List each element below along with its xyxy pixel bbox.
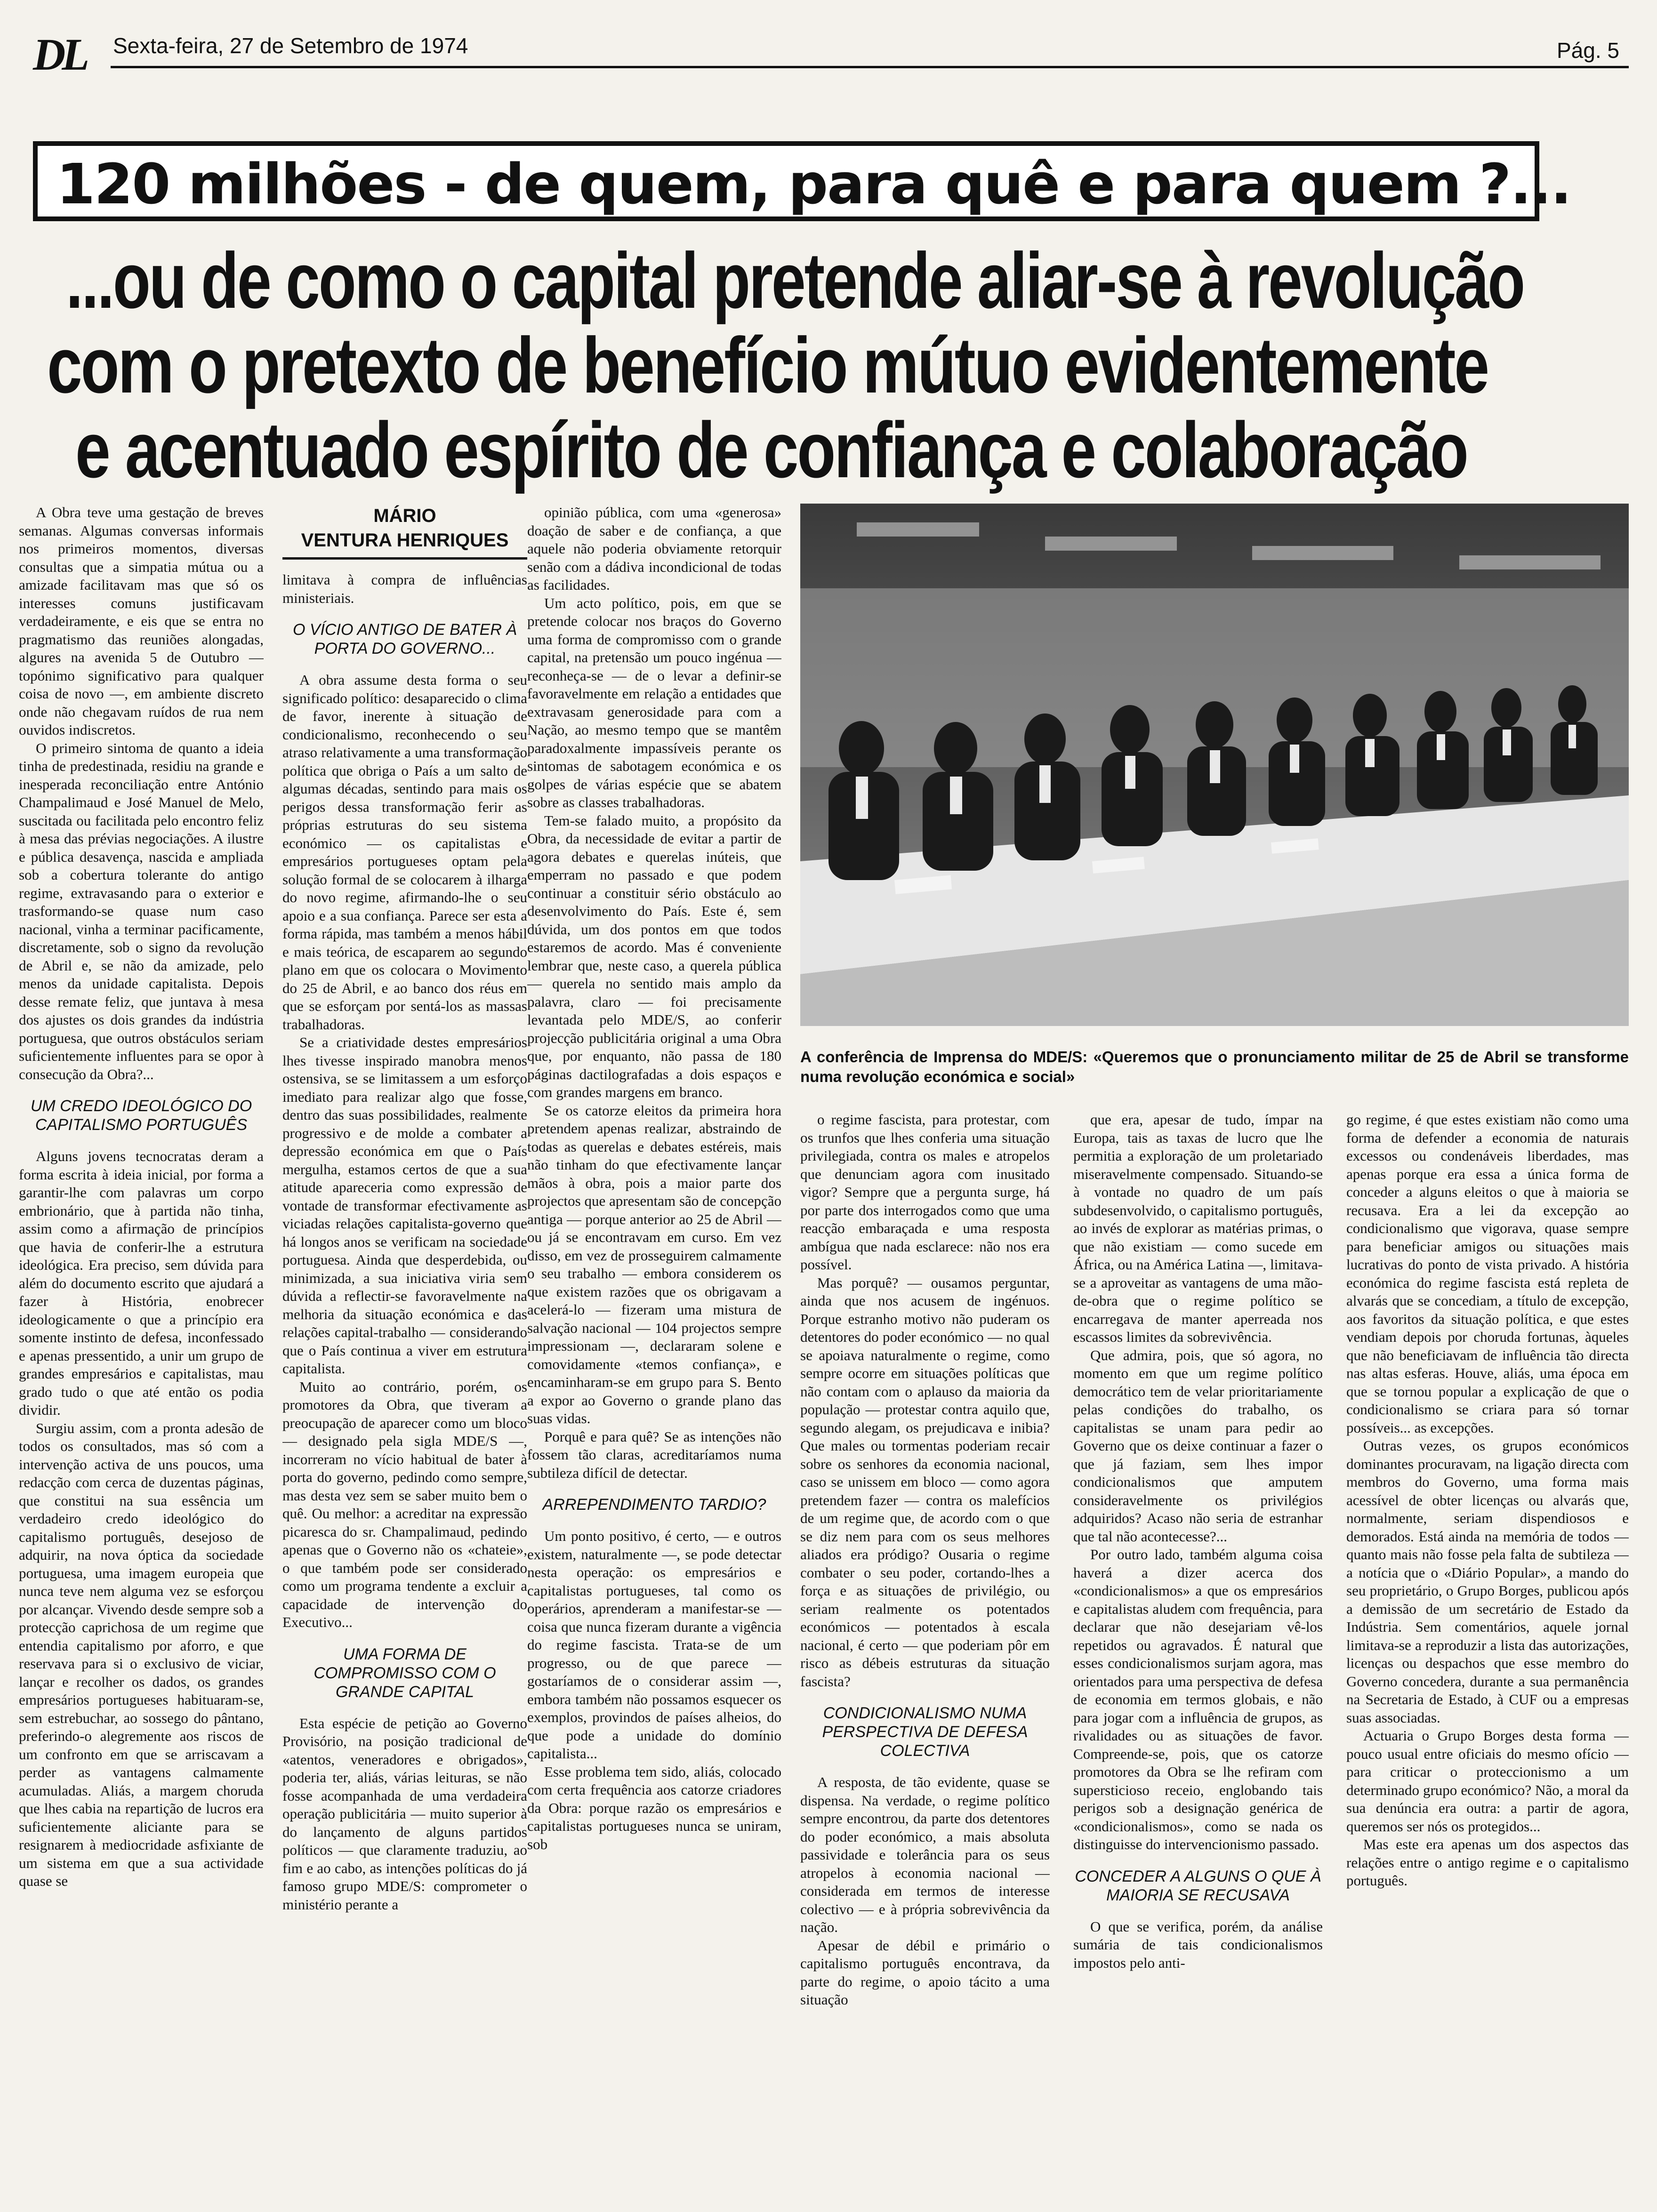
author-first-name: MÁRIO (373, 505, 436, 526)
page-number: Pág. 5 (1557, 38, 1619, 63)
section-heading: ARREPENDIMENTO TARDIO? (542, 1496, 766, 1514)
section-heading: UMA FORMA DE COMPROMISSO COM O GRANDE CAPITAL (314, 1645, 496, 1701)
author-last-name: VENTURA HENRIQUES (301, 530, 509, 551)
paragraph: Esse problema tem sido, aliás, colocado com certa frequência aos catorze criadores da Obra: porque razão os empresários e capitalistas portugueses nunca se uniram, sob (527, 1763, 781, 1852)
section-heading: O VÍCIO ANTIGO DE BATER À PORTA DO GOVERNO... (292, 621, 517, 657)
subheadline-line-2: com o pretexto de benefício mútuo evidentemente (47, 321, 1488, 409)
paragraph: Muito ao contrário, porém, os promotores da Obra, que tiveram a preocupação de aparecer como um bloco — designado pela sigla MDE/S —, incorreram no vício habitual de bater à porta do governo, pedindo como sempre, mas desta vez sem se saber muito bem o quê. Ou melhor: a acreditar na expressão picaresca do sr. Champalimaud, pedindo apenas que o Governo não os «chateie», o que também pode ser considerado como um programa tendente a excluir a capacidade de intervenção do Executivo... (282, 1378, 527, 1630)
paragraph: opinião pública, com uma «generosa» doação de saber e de confiança, a que aquele não poderia obviamente retorquir senão com a dádiva incondicional de todas as facilidades. (527, 504, 781, 593)
paragraph: Actuaria o Grupo Borges desta forma — pouco usual entre oficiais do mesmo ofício — para criticar o proteccionismo a um determinado grupo económico? Não, a moral da sua denúncia era outra: a partir de agora, queremos ser nós os protegidos... (1346, 1727, 1629, 1835)
press-conference-photo (800, 504, 1629, 1026)
paragraph: Surgiu assim, com a pronta adesão de todos os consultados, mas só com a intervenção activa de uns poucos, uma redacção com cerca de duzentas páginas, que constitui na sua essência um verdadeiro credo ideológico do capitalismo português, desejoso de adquirir, na nova óptica da sociedade portuguesa, uma imagem europeia que nunca teve nem alguma vez se esforçou por alcançar. Vivendo desde sempre sob a protecção caprichosa de um regime que entendia capitalismo por aforro, e que reservava para si o exclusivo de viciar, lançar e recolher os dados, os grandes empresários portugueses habituaram-se, sem estrebuchar, ao sossego do pântano, preferindo-o alegremente aos riscos de um confronto em que se arriscavam a perder as vantagens calmamente acumuladas. Aliás, a margem choruda que lhes cabia na repartição de lucros era suficientemente aliciante para se resignarem à mediocridade asfixiante de um sistema em que a sua actividade quase se (19, 1419, 264, 1889)
paragraph: go regime, é que estes existiam não como uma forma de defender a economia de naturais excessos ou condenáveis liberdades, mas apenas porque era essa a única forma de conceder a alguns eleitos o que à maioria se recusava. Era a lei da excepção ao condicionalismo que vigorava, quase sempre para beneficiar amigos ou situações mais lucrativas do ponto de vista privado. A história económica do regime fascista está repleta de alvarás que se concediam, a título de excepção, aos favoritos da situação política, e que estes vendiam depois por choruda fortunas, àqueles que não beneficiavam de influência tão directa nas altas esferas. Houve, aliás, uma época em que se tornou popular a explicação de que o condicionalismo se criara para só tornar possíveis... as excepções. (1346, 1111, 1629, 1436)
photo-caption: A conferência de Imprensa do MDE/S: «Queremos que o pronunciamento militar de 25 de Abril se transforme numa revolução económica e social» (800, 1048, 1629, 1085)
byline (282, 504, 527, 560)
paragraph: Mas porquê? — ousamos perguntar, ainda que nos acusem de ingénuos. Porque estranho motivo não puderam os detentores do poder económico — no qual se apoiava naturalmente o regime, como sempre ocorre em situações políticas que não contam com o aplauso da maioria da população — protestar contra aquilo que, segundo alegam, os prejudicava e inibia? Que males ou tormentas poderiam recair sobre os senhores da economia nacional, caso se unissem em bloco — como agora pretendem fazer — contra os malefícios de um regime que, de acordo com o que se diz nem para com os seus melhores aliados era pródigo? Ousaria o regime combater o seu poder, cortando-lhes a força e as situações de privilégio, ou seriam realmente os potentados económicos — potentados à escala nacional, é certo — que poderiam pôr em risco as débeis estruturas da situação fascista? (800, 1274, 1050, 1690)
subheadline-line-3: e acentuado espírito de confiança e colaboração (75, 406, 1467, 494)
paragraph: O primeiro sintoma de quanto a ideia tinha de predestinada, residiu na grande e inesperada reconciliação entre António Champalimaud e José Manuel de Melo, suscitada ou facilitada pelo encontro feliz à mesa das prévias negociações. A ilustre e pública desavença, nascida e ampliada sob a cobertura tolerante do antigo regime, extravasando para o exterior e trasformando-se quase num caso nacional, vinha a terminar pacificamente, discretamente, sob o signo da revolução de Abril e, se não da amizade, pelo menos da unidade capitalista. Depois desse remate feliz, que juntava à mesa dos ajustes os dois grandes da indústria portuguesa, que outros obstáculos seriam suficientemente influentes para se opor à consecução da Obra?... (19, 739, 264, 1082)
article-column-4 (800, 1111, 1050, 2203)
paragraph: Alguns jovens tecnocratas deram a forma escrita à ideia inicial, por forma a garantir-lhe com palavras um corpo embrionário, que à partida não tinha, assim como a afirmação de princípios que havia de conferir-lhe a estrutura ideológica. Era preciso, sem dúvida para além do documento escrito que ajudará a fazer à História, enobrecer ideologicamente o que a princípio era somente instinto de defesa, inconfessado e apenas pressentido, a unir um grupo de grandes empresários e capitalistas, mau grado tudo o que até então os podia dividir. (19, 1148, 264, 1418)
paragraph: Um acto político, pois, em que se pretende colocar nos braços do Governo uma forma de compromisso com o grande capital, na pretensão um pouco ingénua — reconheça-se — de o levar a definir-se favoravelmente em relação a entidades que extravasam generosidade para com a Nação, ao mesmo tempo que se mantêm paradoxalmente impassíveis perante os sintomas de sabotagem económica e os golpes de várias espécie que se abatem sobre as classes trabalhadoras. (527, 594, 781, 810)
paragraph: Esta espécie de petição ao Governo Provisório, na posição tradicional de «atentos, veneradores e obrigados», poderia ter, aliás, várias leituras, se não fosse acompanhada de uma verdadeira operação publicitária — muito superior à do lançamento de alguns partidos políticos — que claramente traduziu, ao fim e ao cabo, as intenções políticas do já famoso grupo MDE/S: comprometer o ministério perante a (282, 1715, 527, 1913)
section-heading: UM CREDO IDEOLÓGICO DO CAPITALISMO PORTUGUÊS (30, 1097, 252, 1134)
article-column-2 (282, 504, 527, 2198)
newspaper-logo: DL (33, 29, 86, 80)
paragraph: Se os catorze eleitos da primeira hora pretendem apenas realizar, abstraindo de todas as querelas e debates estéreis, mais não tinham do que efectivamente lançar mãos à obra, pois a maior parte dos projectos que apresentam são de concepção antiga — porque anterior ao 25 de Abril — ou já se encontravam em curso. Em vez disso, em vez de prosseguirem calmamente o seu trabalho — embora considerem os que existem razões que os obrigavam a acelerá-lo — fizeram uma mistura de salvação nacional — 104 projectos sempre impressionam —, declararam solene e comovidamente «temos confiança», e encaminharam-se em grupo para S. Bento a expor ao Governo o grande plano das suas vidas. (527, 1102, 781, 1427)
paragraph: A resposta, de tão evidente, quase se dispensa. Na verdade, o regime político sempre encontrou, da parte dos detentores do poder económico, a mais absoluta passividade e tolerância para os seus atropelos à economia nacional — considerada em termos de interesse colectivo — e à própria sobrevivência da nação. (800, 1774, 1050, 1935)
photo-illustration (800, 504, 1629, 1026)
paragraph: limitava à compra de influências ministeriais. (282, 571, 527, 606)
paragraph: Que admira, pois, que só agora, no momento em que um regime político democrático tem de velar prioritariamente pelas condições do trabalho, os capitalistas se unam para pedir ao Governo que os deixe continuar a fazer o que já faziam, sem lhes impor condicionalismos que amputem consideravelmente os privilégios adquiridos? Acaso não seria de estranhar que tal não acontecesse?... (1073, 1346, 1323, 1545)
section-heading: CONDICIONALISMO NUMA PERSPECTIVA DE DEFESA COLECTIVA (822, 1704, 1028, 1760)
subheadline-line-1: ...ou de como o capital pretende aliar-se à revolução (66, 236, 1524, 325)
paragraph: O que se verifica, porém, da análise sumária de tais condicionalismos impostos pelo anti- (1073, 1918, 1323, 1971)
article-column-3 (527, 504, 781, 2198)
paragraph: Um ponto positivo, é certo, — e outros existem, naturalmente —, se pode detectar nesta operação: os empresários e capitalistas portugueses, tal como os operários, aprenderam a manifestar-se — coisa que nunca fizeram durante a vigência do regime fascista. Trata-se de um progresso, ou de que parece — gostaríamos de o considerar assim —, embora também não possamos esquecer os exemplos, provindos de países alheios, do que pode a unidade do domínio capitalista... (527, 1528, 781, 1762)
paragraph: Por outro lado, também alguma coisa haverá a dizer acerca dos «condicionalismos» a que os empresários e capitalistas aludem com frequência, para declarar que não desejariam vê-los repetidos ou agravados. É natural que esses condicionalismos surjam agora, mas orientados para uma perspectiva de defesa de economia em termos globais, e não para jogar com a influência de grupos, as rivalidades ou as situações de favor. Compreende-se, pois, que os catorze promotores da Obra se lhe refiram com supersticioso receio, englobando tais perigos sob a designação genérica de «condicionalismos», como se nada os distinguisse do intervencionismo passado. (1073, 1546, 1323, 1852)
paragraph: A Obra teve uma gestação de breves semanas. Algumas conversas informais nos primeiros momentos, diversas consultas que a simpatia mútua ou a amizade facilitavam mas que só os interesses comuns justificavam verdadeiramente, e eis que se entra no pragmatismo das reuniões alongadas, algures na avenida 5 de Outubro — topónimo significativo para qualquer coisa de novo —, em ambiente discreto onde não chegavam ruídos de rua nem ouvidos indiscretos. (19, 504, 264, 738)
paragraph: Apesar de débil e primário o capitalismo português encontrava, da parte do regime, o apoio tácito a uma situação (800, 1937, 1050, 2008)
paragraph: Porquê e para quê? Se as intenções não fossem tão claras, acreditaríamos numa subtileza difícil de detectar. (527, 1428, 781, 1481)
masthead-rule (111, 66, 1629, 68)
article-column-1 (19, 504, 264, 2198)
paragraph: Tem-se falado muito, a propósito da Obra, da necessidade de evitar a partir de agora debates e querelas inúteis, que emperram no passado e que podem continuar a constituir sério obstáculo ao desenvolvimento do País. Este é, sem dúvida, um dos pontos em que todos estaremos de acordo. Mas é conveniente lembrar que, neste caso, a querela pública — querela no sentido mais amplo da palavra, claro — foi precisamente levantada pelo MDE/S, ao conferir projecção publicitária original a uma Obra que, por enquanto, não passa de 180 páginas dactilografadas a dois espaços e com grandes margens em branco. (527, 812, 781, 1100)
paragraph: Mas este era apenas um dos aspectos das relações entre o antigo regime e o capitalismo português. (1346, 1836, 1629, 1889)
paragraph: que era, apesar de tudo, ímpar na Europa, tais as taxas de lucro que lhe permitia a exploração de um proletariado miseravelmente compensado. Situando-se à vontade no quadro de um país subdesenvolvido, o capitalismo português, ao invés de explorar as matérias primas, o que não existiam — como sucede em África, ou na América Latina —, limitava-se a aproveitar as vantagens de uma mão-de-obra que o regime político se encarregava de manter aperreada nos escassos limites da sobrevivência. (1073, 1111, 1323, 1345)
paragraph: A obra assume desta forma o seu significado político: desaparecido o clima de favor, inerente à situação de condicionalismo, reconhecendo o seu atraso relativamente a uma transformação política que obriga o País a um salto de algumas décadas, sentindo para mais os perigos dessa transformação ferir as próprias estruturas do seu sistema económico — os capitalistas e empresários portugueses optam pela solução formal de se colocarem à ilharga do novo regime, afirmando-lhe o seu apoio e a sua confiança. Parece ser esta a forma rápida, mas também a menos hábil e mais teórica, de escaparem ao segundo plano em que os colocara o Movimento do 25 de Abril, e ao banco dos réus em que se esforçam por sentá-los as massas trabalhadoras. (282, 672, 527, 1033)
paragraph: o regime fascista, para protestar, com os trunfos que lhes conferia uma situação privilegiada, contra os males e atropelos que denunciam agora com inusitado vigor? Sempre que a pergunta surge, há por parte dos interrogados como que uma reacção embaraçada e uma resposta ambígua que nada esclarece: não nos era possível. (800, 1111, 1050, 1273)
headline-box (33, 141, 1571, 221)
issue-date: Sexta-feira, 27 de Setembro de 1974 (113, 33, 468, 58)
article-column-6 (1346, 1111, 1629, 2203)
article-column-5 (1073, 1111, 1323, 2203)
masthead (33, 19, 1629, 89)
paragraph: Outras vezes, os grupos económicos dominantes procuravam, na ligação directa com membros do Governo, uma forma mais acessível de obter licenças ou alvarás que, normalmente, seriam dispendiosos e demorados. Está ainda na memória de todos — quanto mais não fosse pela falta de subtileza — a notícia que o «Diário Popular», a mando do seu proprietário, o Grupo Borges, publicou após a demissão de um secretário de Estado da Indústria. Sem comentários, aquele jornal limitava-se a reproduzir a lista das autorizações, licenças ou despachos que esse membro do Governo concedera, durante a sua permanência na Secretaria de Estado, à CUF ou a empresas suas associadas. (1346, 1437, 1629, 1726)
section-heading: CONCEDER A ALGUNS O QUE À MAIORIA SE RECUSAVA (1075, 1867, 1321, 1904)
headline: 120 milhões - de quem, para quê e para quem ?... (56, 152, 1571, 216)
paragraph: Se a criatividade destes empresários lhes tivesse inspirado manobra menos ostensiva, se se limitassem a um esforço imediato para realizar algo que fosse, dentro das suas possibilidades, realmente progressivo e de molde a combater a depressão económica em que o País mergulha, estamos certos de que a sua atitude apareceria como expressão de vontade de transformar efectivamente as viciadas relações capitalista-governo que há longos anos se verificam na sociedade portuguesa. Ainda que desperdebida, ou minimizada, a sua iniciativa viria sem dúvida a reflectir-se favoravelmente na melhoria da situação económica e das relações capital-trabalho — considerando que o País continua a viver em estrutura capitalista. (282, 1034, 527, 1377)
